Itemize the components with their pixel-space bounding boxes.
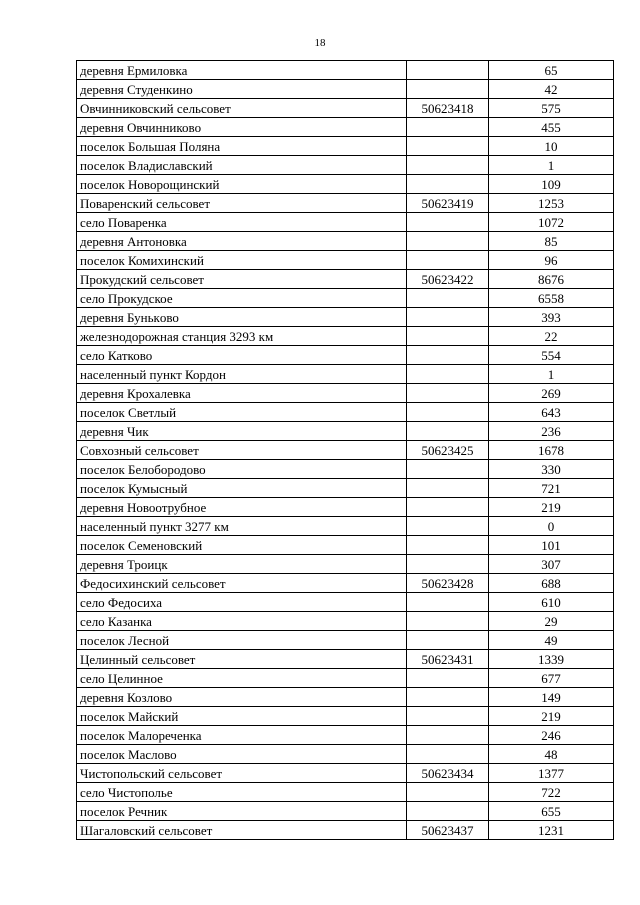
settlement-name-cell: поселок Речник bbox=[77, 802, 407, 821]
population-cell: 330 bbox=[489, 460, 614, 479]
population-cell: 42 bbox=[489, 80, 614, 99]
table-row bbox=[77, 422, 614, 441]
table-row bbox=[77, 821, 614, 840]
oktmo-code-cell bbox=[407, 460, 489, 479]
table-row bbox=[77, 403, 614, 422]
population-cell: 85 bbox=[489, 232, 614, 251]
population-cell: 101 bbox=[489, 536, 614, 555]
oktmo-code-cell bbox=[407, 726, 489, 745]
settlement-name-cell: деревня Антоновка bbox=[77, 232, 407, 251]
oktmo-code-cell bbox=[407, 631, 489, 650]
table-row bbox=[77, 156, 614, 175]
population-cell: 1072 bbox=[489, 213, 614, 232]
settlement-name-cell: Чистопольский сельсовет bbox=[77, 764, 407, 783]
settlement-name-cell: деревня Новоотрубное bbox=[77, 498, 407, 517]
settlement-name-cell: деревня Бунькoво bbox=[77, 308, 407, 327]
table-row bbox=[77, 612, 614, 631]
oktmo-code-cell bbox=[407, 479, 489, 498]
settlement-name-cell: деревня Чик bbox=[77, 422, 407, 441]
settlement-name-cell: село Чистополье bbox=[77, 783, 407, 802]
population-cell: 219 bbox=[489, 498, 614, 517]
table-row bbox=[77, 593, 614, 612]
population-cell: 1253 bbox=[489, 194, 614, 213]
table-row bbox=[77, 232, 614, 251]
table-row bbox=[77, 460, 614, 479]
population-cell: 721 bbox=[489, 479, 614, 498]
population-cell: 554 bbox=[489, 346, 614, 365]
table-row bbox=[77, 365, 614, 384]
population-cell: 109 bbox=[489, 175, 614, 194]
oktmo-code-cell bbox=[407, 498, 489, 517]
population-cell: 1 bbox=[489, 156, 614, 175]
settlement-name-cell: деревня Ермиловка bbox=[77, 61, 407, 80]
table-row bbox=[77, 631, 614, 650]
settlement-name-cell: поселок Семеновский bbox=[77, 536, 407, 555]
oktmo-code-cell: 50623437 bbox=[407, 821, 489, 840]
oktmo-code-cell bbox=[407, 745, 489, 764]
settlements-table bbox=[76, 60, 614, 840]
population-cell: 643 bbox=[489, 403, 614, 422]
population-cell: 219 bbox=[489, 707, 614, 726]
oktmo-code-cell bbox=[407, 365, 489, 384]
table-row bbox=[77, 479, 614, 498]
table-row bbox=[77, 137, 614, 156]
table-row bbox=[77, 251, 614, 270]
population-cell: 1 bbox=[489, 365, 614, 384]
table-row bbox=[77, 213, 614, 232]
oktmo-code-cell bbox=[407, 289, 489, 308]
oktmo-code-cell: 50623425 bbox=[407, 441, 489, 460]
population-cell: 1377 bbox=[489, 764, 614, 783]
population-cell: 6558 bbox=[489, 289, 614, 308]
settlement-name-cell: населенный пункт 3277 км bbox=[77, 517, 407, 536]
table-row bbox=[77, 517, 614, 536]
table-row bbox=[77, 745, 614, 764]
oktmo-code-cell bbox=[407, 346, 489, 365]
population-cell: 1231 bbox=[489, 821, 614, 840]
table-row bbox=[77, 346, 614, 365]
settlement-name-cell: поселок Большая Поляна bbox=[77, 137, 407, 156]
settlement-name-cell: Поваренский сельсовет bbox=[77, 194, 407, 213]
settlement-name-cell: село Прокудское bbox=[77, 289, 407, 308]
table-row bbox=[77, 384, 614, 403]
oktmo-code-cell bbox=[407, 175, 489, 194]
population-cell: 149 bbox=[489, 688, 614, 707]
population-cell: 10 bbox=[489, 137, 614, 156]
population-cell: 236 bbox=[489, 422, 614, 441]
settlement-name-cell: село Целинное bbox=[77, 669, 407, 688]
settlement-name-cell: деревня Троицк bbox=[77, 555, 407, 574]
population-cell: 49 bbox=[489, 631, 614, 650]
settlement-name-cell: Овчинниковский сельсовет bbox=[77, 99, 407, 118]
settlement-name-cell: село Казанка bbox=[77, 612, 407, 631]
settlement-name-cell: Совхозный сельсовет bbox=[77, 441, 407, 460]
settlement-name-cell: поселок Новорощинский bbox=[77, 175, 407, 194]
oktmo-code-cell bbox=[407, 327, 489, 346]
settlement-name-cell: село Поваренка bbox=[77, 213, 407, 232]
oktmo-code-cell bbox=[407, 555, 489, 574]
oktmo-code-cell bbox=[407, 232, 489, 251]
oktmo-code-cell bbox=[407, 251, 489, 270]
population-cell: 393 bbox=[489, 308, 614, 327]
settlement-name-cell: деревня Козлово bbox=[77, 688, 407, 707]
population-cell: 677 bbox=[489, 669, 614, 688]
oktmo-code-cell: 50623431 bbox=[407, 650, 489, 669]
population-cell: 96 bbox=[489, 251, 614, 270]
oktmo-code-cell bbox=[407, 137, 489, 156]
population-cell: 688 bbox=[489, 574, 614, 593]
population-cell: 655 bbox=[489, 802, 614, 821]
table-row bbox=[77, 574, 614, 593]
oktmo-code-cell bbox=[407, 707, 489, 726]
table-row bbox=[77, 669, 614, 688]
oktmo-code-cell bbox=[407, 80, 489, 99]
settlement-name-cell: деревня Крохалевка bbox=[77, 384, 407, 403]
population-cell: 722 bbox=[489, 783, 614, 802]
population-cell: 29 bbox=[489, 612, 614, 631]
table-row bbox=[77, 555, 614, 574]
table-row bbox=[77, 707, 614, 726]
settlement-name-cell: Целинный сельсовет bbox=[77, 650, 407, 669]
oktmo-code-cell bbox=[407, 61, 489, 80]
table-row bbox=[77, 783, 614, 802]
table-row bbox=[77, 498, 614, 517]
table-row bbox=[77, 327, 614, 346]
population-cell: 22 bbox=[489, 327, 614, 346]
table-body bbox=[77, 61, 614, 840]
table-row bbox=[77, 308, 614, 327]
population-cell: 307 bbox=[489, 555, 614, 574]
population-cell: 65 bbox=[489, 61, 614, 80]
oktmo-code-cell bbox=[407, 308, 489, 327]
table-row bbox=[77, 194, 614, 213]
settlement-name-cell: село Федосиха bbox=[77, 593, 407, 612]
table-row bbox=[77, 441, 614, 460]
population-cell: 269 bbox=[489, 384, 614, 403]
population-cell: 0 bbox=[489, 517, 614, 536]
settlement-name-cell: деревня Студенкино bbox=[77, 80, 407, 99]
table-row bbox=[77, 688, 614, 707]
page-number: 18 bbox=[314, 37, 326, 49]
population-cell: 1339 bbox=[489, 650, 614, 669]
table-row bbox=[77, 536, 614, 555]
settlement-name-cell: Прокудский сельсовет bbox=[77, 270, 407, 289]
oktmo-code-cell: 50623418 bbox=[407, 99, 489, 118]
population-cell: 575 bbox=[489, 99, 614, 118]
table-row bbox=[77, 118, 614, 137]
oktmo-code-cell bbox=[407, 536, 489, 555]
population-cell: 8676 bbox=[489, 270, 614, 289]
table-row bbox=[77, 650, 614, 669]
settlement-name-cell: поселок Маслово bbox=[77, 745, 407, 764]
oktmo-code-cell bbox=[407, 156, 489, 175]
oktmo-code-cell bbox=[407, 783, 489, 802]
settlement-name-cell: Федосихинский сельсовет bbox=[77, 574, 407, 593]
oktmo-code-cell bbox=[407, 593, 489, 612]
population-cell: 455 bbox=[489, 118, 614, 137]
oktmo-code-cell bbox=[407, 118, 489, 137]
oktmo-code-cell bbox=[407, 612, 489, 631]
table-row bbox=[77, 726, 614, 745]
oktmo-code-cell bbox=[407, 422, 489, 441]
settlement-name-cell: поселок Кумысный bbox=[77, 479, 407, 498]
table-row bbox=[77, 80, 614, 99]
settlement-name-cell: село Катково bbox=[77, 346, 407, 365]
population-cell: 1678 bbox=[489, 441, 614, 460]
settlement-name-cell: поселок Комихинский bbox=[77, 251, 407, 270]
oktmo-code-cell bbox=[407, 213, 489, 232]
oktmo-code-cell: 50623419 bbox=[407, 194, 489, 213]
oktmo-code-cell: 50623428 bbox=[407, 574, 489, 593]
table-row bbox=[77, 289, 614, 308]
population-cell: 48 bbox=[489, 745, 614, 764]
settlement-name-cell: Шагаловский сельсовет bbox=[77, 821, 407, 840]
settlement-name-cell: железнодорожная станция 3293 км bbox=[77, 327, 407, 346]
settlement-name-cell: поселок Лесной bbox=[77, 631, 407, 650]
settlement-name-cell: поселок Владиславский bbox=[77, 156, 407, 175]
oktmo-code-cell bbox=[407, 517, 489, 536]
table-row bbox=[77, 175, 614, 194]
oktmo-code-cell bbox=[407, 688, 489, 707]
settlement-name-cell: поселок Малореченка bbox=[77, 726, 407, 745]
oktmo-code-cell bbox=[407, 384, 489, 403]
settlement-name-cell: деревня Овчинниково bbox=[77, 118, 407, 137]
settlement-name-cell: поселок Светлый bbox=[77, 403, 407, 422]
settlement-name-cell: поселок Майский bbox=[77, 707, 407, 726]
settlement-name-cell: населенный пункт Кордон bbox=[77, 365, 407, 384]
oktmo-code-cell: 50623422 bbox=[407, 270, 489, 289]
oktmo-code-cell bbox=[407, 802, 489, 821]
table-row bbox=[77, 802, 614, 821]
population-cell: 610 bbox=[489, 593, 614, 612]
oktmo-code-cell: 50623434 bbox=[407, 764, 489, 783]
oktmo-code-cell bbox=[407, 403, 489, 422]
oktmo-code-cell bbox=[407, 669, 489, 688]
population-cell: 246 bbox=[489, 726, 614, 745]
table-row bbox=[77, 61, 614, 80]
table-row bbox=[77, 270, 614, 289]
table-row bbox=[77, 764, 614, 783]
settlement-name-cell: поселок Белобородово bbox=[77, 460, 407, 479]
table-row bbox=[77, 99, 614, 118]
